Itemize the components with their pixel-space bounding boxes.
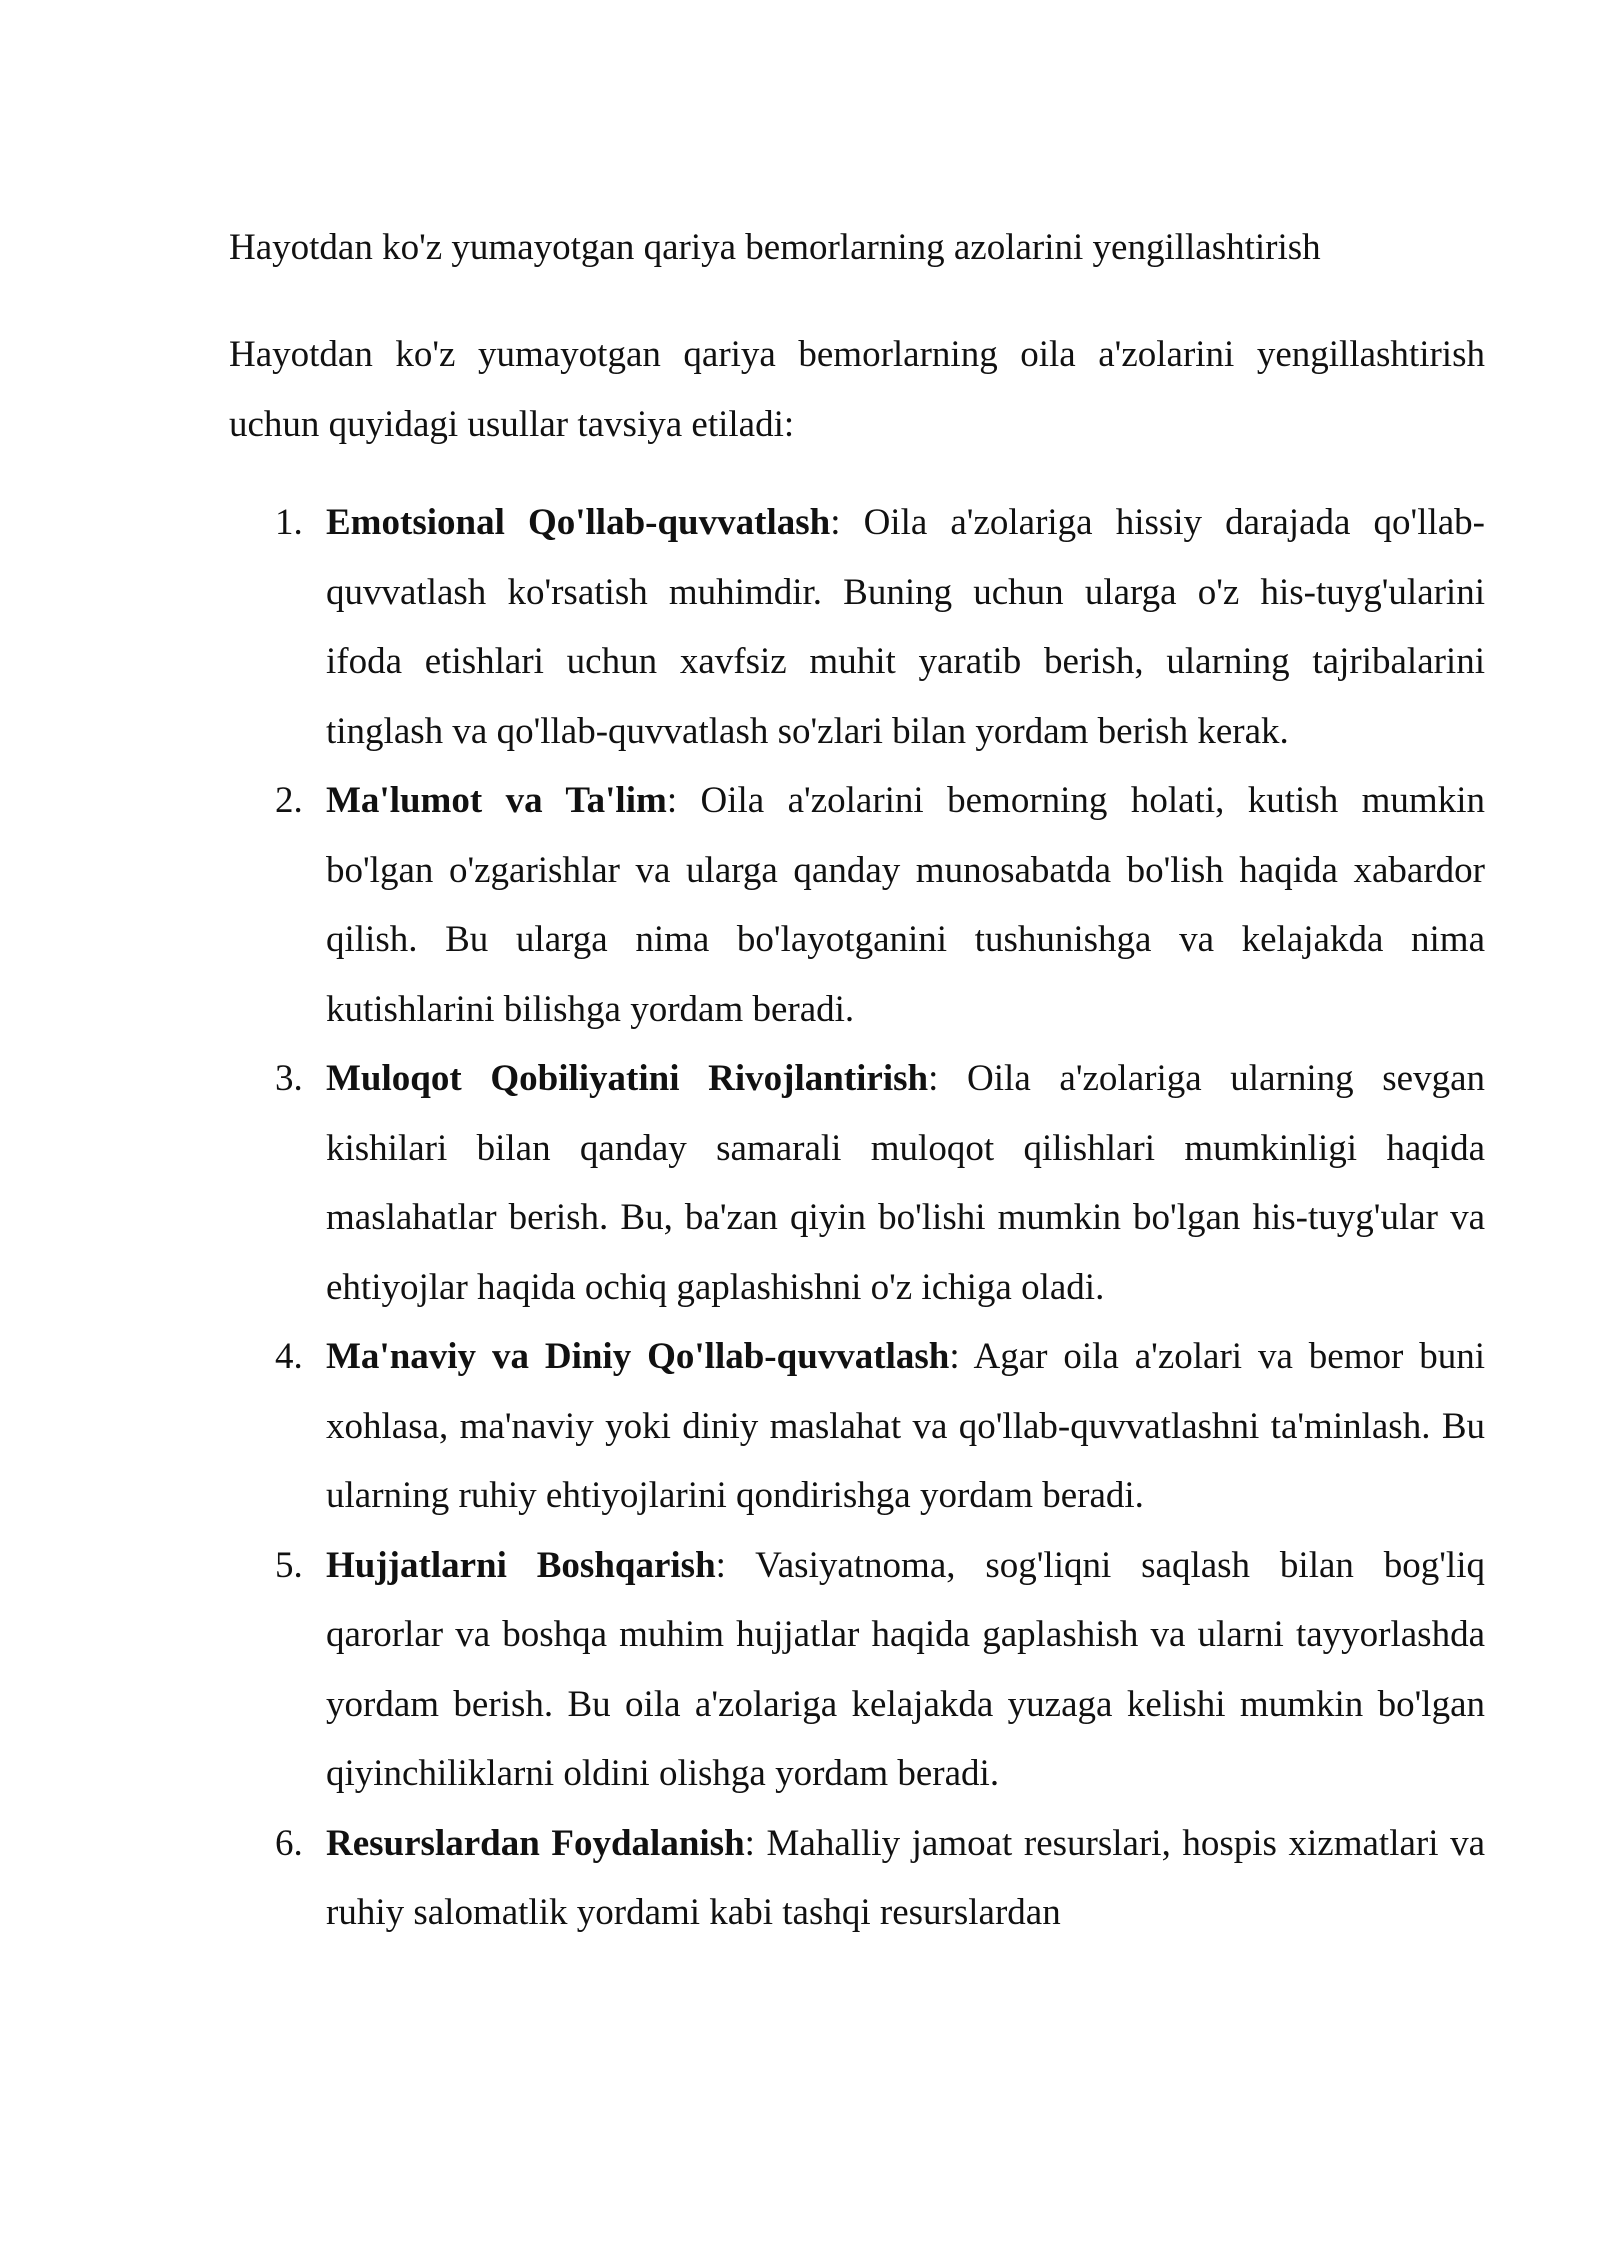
document-page: [229, 214, 1485, 1948]
document-title: Hayotdan ko'z yumayotgan qariya bemorlarning azolarini yengillashtirish: [229, 227, 1321, 268]
list-item: [229, 1322, 1485, 1531]
list-item-term: Ma'naviy va Diniy Qo'llab-quvvatlash: [326, 1336, 950, 1377]
list-item-text: : Vasiyatnoma, sog'liqni saqlash bilan bog'liq qarorlar va boshqa muhim hujjatlar haqida gaplashish va ularni tayyorlashda yordam berish. Bu oila a'zolariga kelajakda yuzaga kelishi mumkin bo'lgan qiyinchiliklarni oldini olishga yordam beradi.: [326, 1544, 1485, 1794]
list-item-text: : Oila a'zolariga ularning sevgan kishilari bilan qanday samarali muloqot qilishlari mumkinligi haqida maslahatlar berish. Bu, ba'zan qiyin bo'lishi mumkin bo'lgan his-tuyg'ular va ehtiyojlar haqida ochiq gaplashishni o'z ichiga oladi.: [326, 1058, 1485, 1308]
list-item-number: 4.: [275, 1336, 303, 1377]
list-item-term: Ma'lumot va Ta'lim: [326, 780, 667, 821]
list-item: [229, 1044, 1485, 1322]
list-item: [229, 1531, 1485, 1809]
list-item-term: Hujjatlarni Boshqarish: [326, 1544, 716, 1586]
list-item-number: 1.: [275, 502, 303, 543]
list-item-term: Muloqot Qobiliyatini Rivojlantirish: [326, 1058, 929, 1099]
list-item: [229, 766, 1485, 1044]
intro-paragraph: Hayotdan ko'z yumayotgan qariya bemorlarning oila a'zolarini yengillashtirish uchun quyidagi usullar tavsiya etiladi:: [229, 334, 1485, 445]
list-item-number: 3.: [275, 1058, 303, 1099]
list-item: [229, 488, 1485, 766]
recommendations-list: [229, 488, 1485, 1948]
list-item-text: : Agar oila a'zolari va bemor buni xohlasa, ma'naviy yoki diniy maslahat va qo'llab-quvvatlashni ta'minlash. Bu ularning ruhiy ehtiyojlarini qondirishga yordam beradi.: [326, 1336, 1485, 1516]
list-item-term: Emotsional Qo'llab-quvvatlash: [326, 502, 831, 543]
list-item-text: : Mahalliy jamoat resurslari, hospis xizmatlari va ruhiy salomatlik yordami kabi tashqi resurslardan: [326, 1822, 1485, 1933]
list-item-number: 5.: [275, 1544, 303, 1586]
list-item: [229, 1809, 1485, 1948]
list-item-number: 6.: [275, 1822, 303, 1864]
list-item-text: : Oila a'zolarini bemorning holati, kutish mumkin bo'lgan o'zgarishlar va ularga qanday munosabatda bo'lish haqida xabardor qilish. Bu ularga nima bo'layotganini tushunishga va kelajakda nima kutishlarini bilishga yordam beradi.: [326, 780, 1485, 1030]
list-item-text: : Oila a'zolariga hissiy darajada qo'llab-quvvatlash ko'rsatish muhimdir. Buning uchun ularga o'z his-tuyg'ularini ifoda etishlari uchun xavfsiz muhit yaratib berish, ularning tajribalarini tinglash va qo'llab-quvvatlash so'zlari bilan yordam berish kerak.: [326, 502, 1485, 752]
list-item-number: 2.: [275, 780, 303, 821]
list-item-term: Resurslardan Foydalanish: [326, 1822, 745, 1864]
